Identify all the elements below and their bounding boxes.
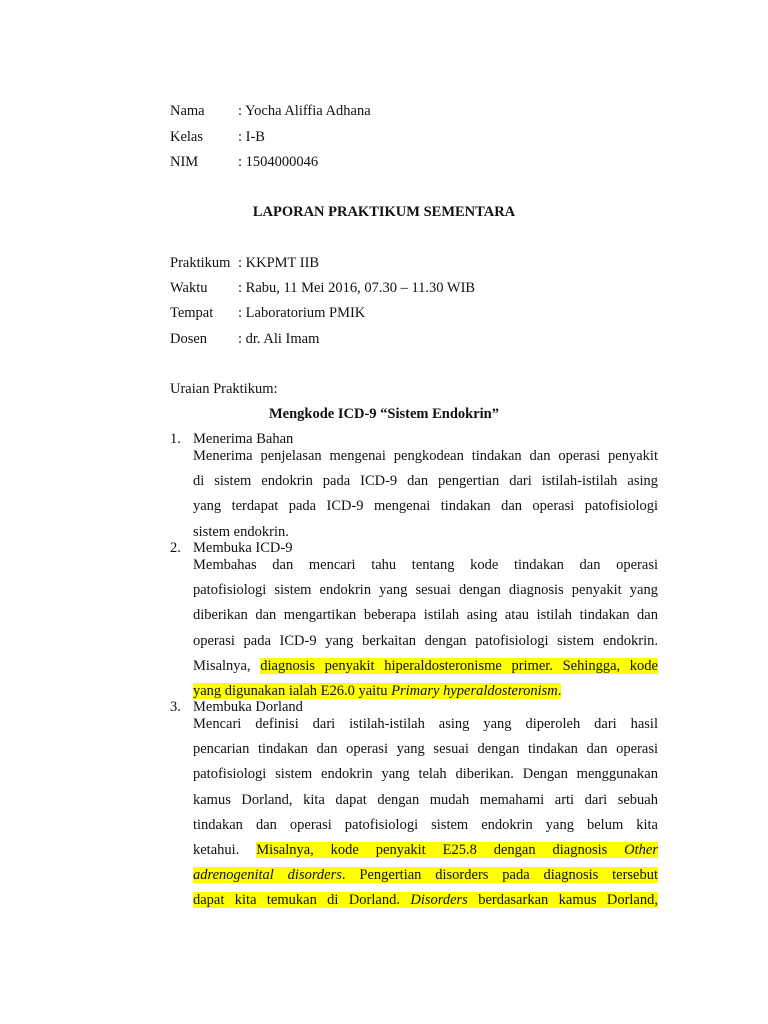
item-number: 2.	[170, 540, 181, 556]
field-label-kelas: Kelas	[170, 129, 204, 145]
highlighted-text: dapat kita temukan di Dorland.	[193, 892, 411, 909]
paragraph-line	[193, 840, 658, 865]
paragraph-line: pencarian tindakan dan operasi yang sesuai dengan tindakan dan operasi	[193, 741, 658, 758]
field-value-nim: : 1504000046	[238, 154, 319, 170]
paragraph-line: yang terdapat pada ICD-9 mengenai tindakan dan operasi patofisiologi	[193, 498, 658, 515]
paragraph-line	[193, 865, 658, 890]
item-number: 1.	[170, 431, 181, 447]
paragraph-line: Mencari definisi dari istilah-istilah asing yang diperoleh dari hasil	[193, 716, 658, 732]
paragraph-line: Menerima penjelasan mengenai pengkodean tindakan dan operasi penyakit	[193, 448, 658, 464]
highlighted-italic-text: Primary hyperaldosteronism	[391, 682, 558, 699]
field-value-nama: : Yocha Aliffia Adhana	[238, 103, 371, 119]
paragraph-line	[193, 890, 658, 915]
item-paragraph	[193, 555, 658, 706]
item-paragraph	[193, 446, 658, 547]
item-paragraph	[193, 714, 658, 916]
field-value-dosen: : dr. Ali Imam	[238, 331, 320, 347]
field-value-tempat: : Laboratorium PMIK	[238, 305, 366, 321]
highlighted-italic-text: adrenogenital disorders	[193, 867, 342, 884]
plain-text: ketahui.	[193, 841, 257, 858]
highlighted-text: .	[557, 682, 562, 699]
paragraph-line: sistem endokrin.	[193, 523, 289, 540]
highlighted-text: diagnosis penyakit hiperaldosteronisme primer. Sehingga, kode	[260, 657, 658, 674]
paragraph-line	[193, 656, 658, 681]
field-value-waktu: : Rabu, 11 Mei 2016, 07.30 – 11.30 WIB	[238, 280, 476, 296]
paragraph-line: diberikan dan mengartikan beberapa istilah asing atau istilah tindakan dan	[193, 607, 658, 624]
item-title: Membuka Dorland	[193, 699, 303, 715]
paragraph-line: kamus Dorland, kita dapat dengan mudah memahami arti dari sebuah	[193, 791, 658, 808]
field-label-praktikum: Praktikum	[170, 255, 231, 271]
uraian-label: Uraian Praktikum:	[170, 381, 278, 397]
highlighted-text: yang digunakan ialah E26.0 yaitu	[193, 682, 392, 699]
paragraph-line: operasi pada ICD-9 yang berkaitan dengan patofisiologi sistem endokrin.	[193, 632, 658, 649]
highlighted-text: . Pengertian disorders pada diagnosis tersebut	[341, 867, 659, 884]
field-label-nama: Nama	[170, 103, 205, 119]
paragraph-line: tindakan dan operasi patofisiologi sistem endokrin yang belum kita	[193, 816, 658, 833]
field-label-nim: NIM	[170, 154, 199, 170]
field-value-praktikum: : KKPMT IIB	[238, 255, 320, 271]
field-label-waktu: Waktu	[170, 280, 208, 296]
field-label-dosen: Dosen	[170, 331, 208, 347]
field-label-tempat: Tempat	[170, 305, 214, 321]
field-value-kelas: : I-B	[238, 129, 265, 145]
highlighted-italic-text: Disorders	[410, 892, 468, 909]
page-title: LAPORAN PRAKTIKUM SEMENTARA	[252, 204, 516, 220]
highlighted-italic-text: Other	[624, 841, 658, 858]
highlighted-text: Misalnya, kode penyakit E25.8 dengan diagnosis	[256, 841, 625, 858]
paragraph-line: patofisiologi sistem endokrin yang telah diberikan. Dengan menggunakan	[193, 766, 658, 783]
item-number: 3.	[170, 699, 181, 715]
paragraph-line: Membahas dan mencari tahu tentang kode tindakan dan operasi	[193, 557, 658, 573]
paragraph-line: patofisiologi sistem endokrin yang sesuai dengan diagnosis penyakit yang	[193, 582, 658, 599]
highlighted-text: berdasarkan kamus Dorland,	[467, 892, 658, 909]
section-subtitle: Mengkode ICD-9 “Sistem Endokrin”	[268, 406, 499, 422]
item-title: Membuka ICD-9	[193, 540, 293, 556]
paragraph-line: di sistem endokrin pada ICD-9 dan pengertian dari istilah-istilah asing	[193, 473, 658, 490]
item-title: Menerima Bahan	[193, 431, 294, 447]
plain-text: Misalnya,	[193, 657, 261, 674]
